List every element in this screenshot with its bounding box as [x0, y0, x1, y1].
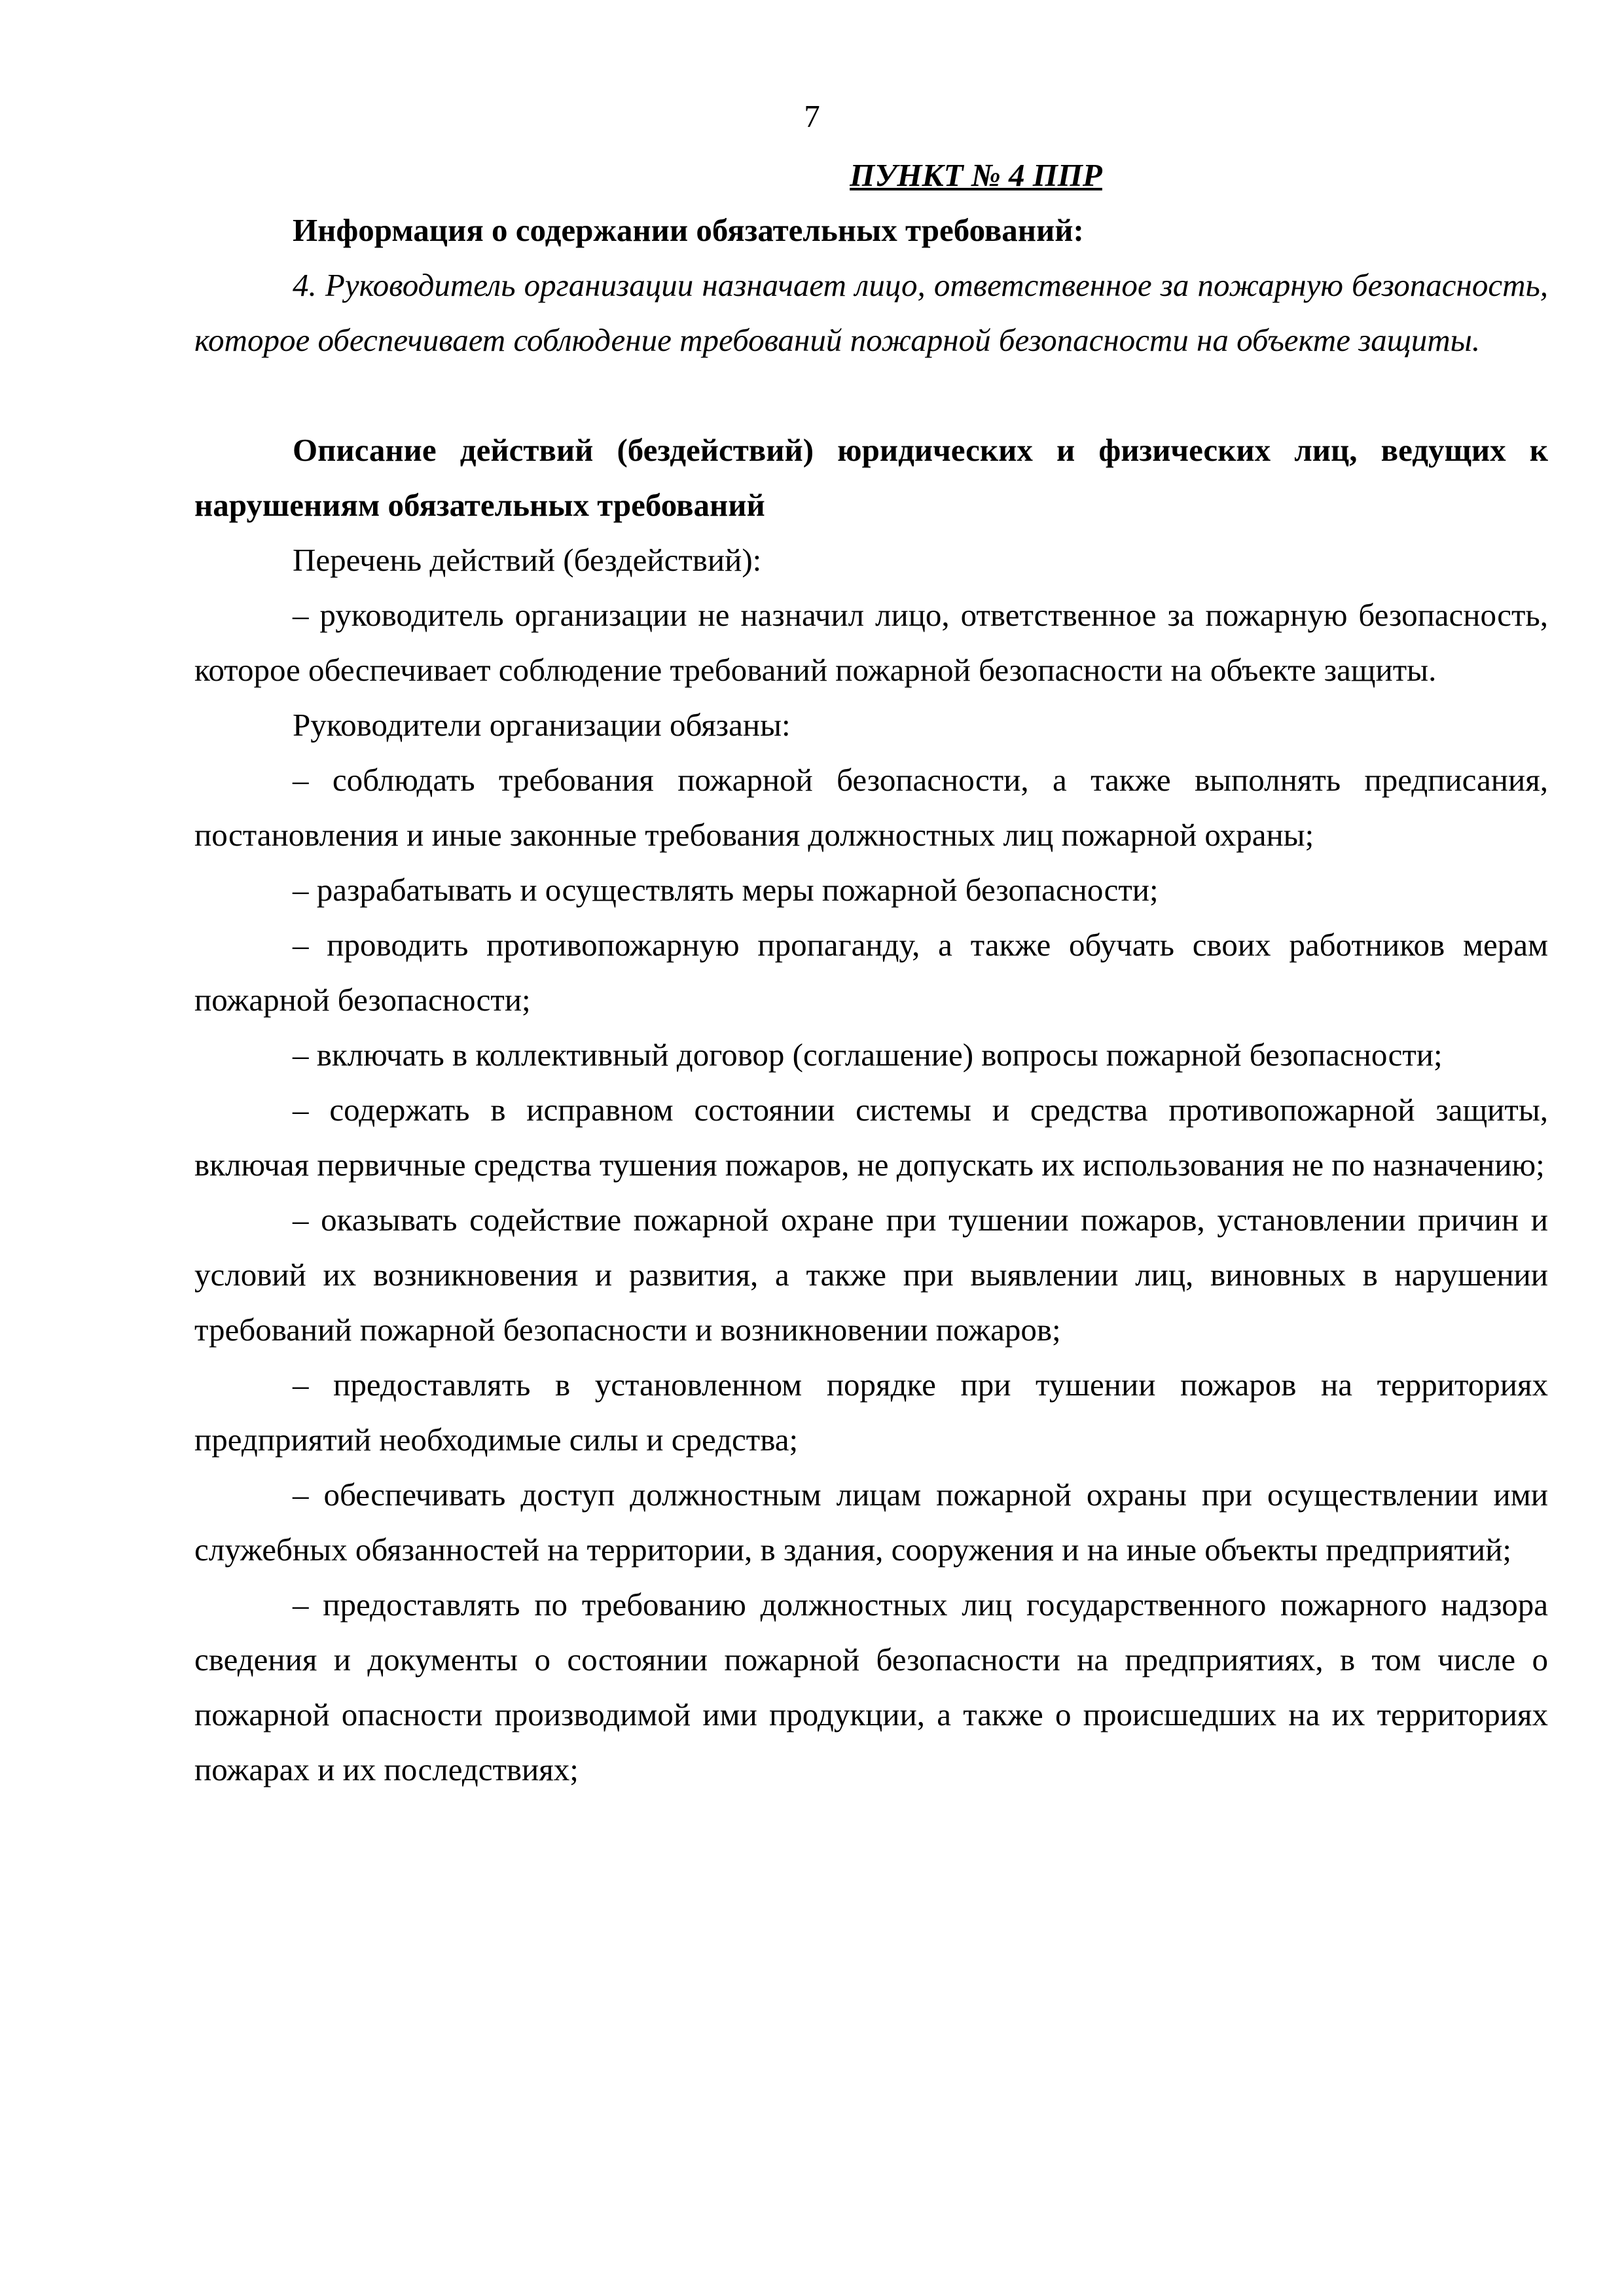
page-content: [194, 148, 1548, 1797]
obligation-item: – разрабатывать и осуществлять меры пожарной безопасности;: [293, 872, 1159, 908]
obligation-item: – предоставлять по требованию должностных лиц государственного пожарного надзора сведения и документы о состоянии пожарной безопасности на предприятиях, в том числе о пожарной опасности производимой ими продукции, а также о происшедших на их территориях пожарах и их последствиях;: [194, 1587, 1548, 1787]
obligation-item: – предоставлять в установленном порядке при тушении пожаров на территориях предприятий необходимые силы и средства;: [194, 1367, 1548, 1458]
obligation-item: – обеспечивать доступ должностным лицам пожарной охраны при осуществлении ими служебных обязанностей на территории, в здания, сооружения и на иные объекты предприятий;: [194, 1477, 1548, 1568]
paragraph-gap: [194, 368, 1548, 423]
obligation-item: – проводить противопожарную пропаганду, а также обучать своих работников мерам пожарной безопасности;: [194, 927, 1548, 1018]
section-heading: ПУНКТ № 4 ППР: [850, 157, 1102, 193]
obligation-item: – включать в коллективный договор (соглашение) вопросы пожарной безопасности;: [293, 1037, 1443, 1073]
obligation-item: – соблюдать требования пожарной безопасности, а также выполнять предписания, постановления и иные законные требования должностных лиц пожарной охраны;: [194, 762, 1548, 853]
info-title: Информация о содержании обязательных требований:: [293, 212, 1084, 248]
requirement-text: 4. Руководитель организации назначает лицо, ответственное за пожарную безопасность, которое обеспечивает соблюдение требований пожарной безопасности на объекте защиты.: [194, 267, 1548, 358]
actions-intro: Перечень действий (бездействий):: [293, 542, 762, 578]
action-item: – руководитель организации не назначил лицо, ответственное за пожарную безопасность, которое обеспечивает соблюдение требований пожарной безопасности на объекте защиты.: [194, 597, 1548, 688]
obligation-item: – оказывать содействие пожарной охране при тушении пожаров, установлении причин и условий их возникновения и развития, а также при выявлении лиц, виновных в нарушении требований пожарной безопасности и возникновении пожаров;: [194, 1202, 1548, 1348]
page-number: 7: [804, 98, 820, 134]
obligation-item: – содержать в исправном состоянии системы и средства противопожарной защиты, включая первичные средства тушения пожаров, не допускать их использования не по назначению;: [194, 1092, 1548, 1183]
violations-title: Описание действий (бездействий) юридических и физических лиц, ведущих к нарушениям обязательных требований: [194, 432, 1548, 523]
obligations-intro: Руководители организации обязаны:: [293, 707, 791, 743]
